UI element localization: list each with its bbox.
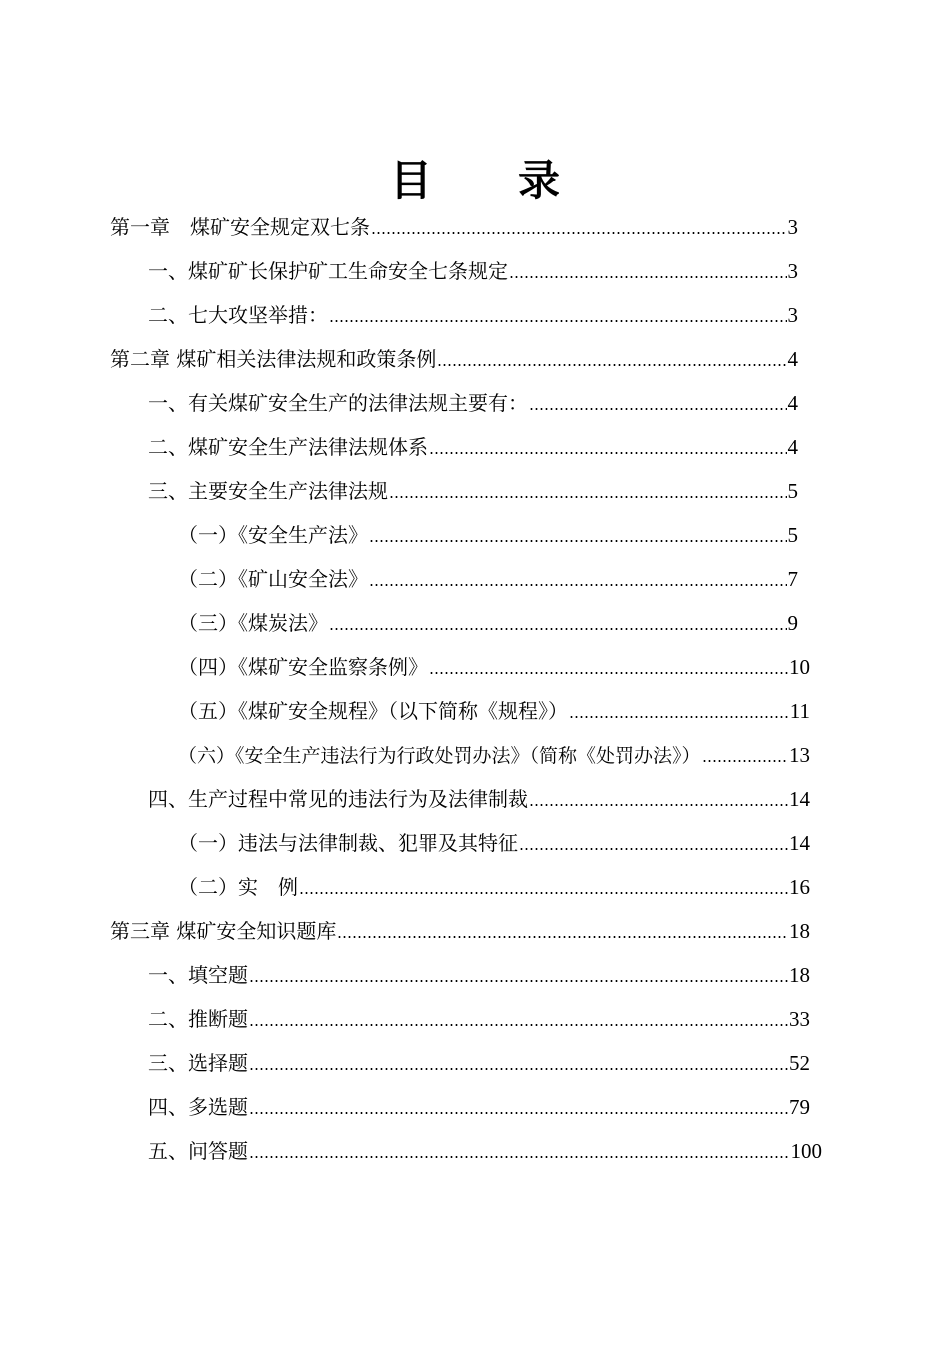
dot-leader bbox=[249, 1023, 788, 1027]
toc-entry[interactable] bbox=[148, 430, 798, 460]
toc-entry-page: 4 bbox=[787, 347, 798, 371]
toc-entry-page: 79 bbox=[789, 1095, 810, 1119]
toc-entry-label: 三、选择题 bbox=[148, 1051, 248, 1075]
toc-entry[interactable] bbox=[178, 870, 810, 900]
toc-entry-page: 52 bbox=[789, 1051, 810, 1075]
dot-leader bbox=[337, 935, 788, 939]
toc-entry[interactable] bbox=[110, 914, 810, 944]
toc-entry-label: 二、七大攻坚举措： bbox=[148, 303, 328, 327]
dot-leader bbox=[249, 1067, 788, 1071]
toc-entry-label: 第三章 煤矿安全知识题库 bbox=[110, 919, 337, 943]
toc-entry[interactable] bbox=[148, 958, 810, 988]
dot-leader bbox=[329, 627, 787, 631]
toc-entry-page: 9 bbox=[787, 611, 798, 635]
dot-leader bbox=[429, 671, 788, 675]
toc-entry-page: 18 bbox=[789, 963, 810, 987]
toc-entry-label: 二、推断题 bbox=[148, 1007, 248, 1031]
toc-entry-page: 7 bbox=[787, 567, 798, 591]
toc-entry-label: （五）《煤矿安全规程》（以下简称《规程》） bbox=[178, 699, 568, 723]
toc-entry-page: 4 bbox=[787, 391, 798, 415]
dot-leader bbox=[369, 539, 787, 543]
page-title bbox=[0, 148, 950, 208]
toc-entry-label: （一）《安全生产法》 bbox=[178, 523, 368, 547]
toc-entry[interactable] bbox=[110, 342, 798, 372]
toc-entry[interactable] bbox=[178, 518, 798, 548]
dot-leader bbox=[299, 891, 788, 895]
toc-entry-label: 第二章 煤矿相关法律法规和政策条例 bbox=[110, 347, 437, 371]
toc-entry[interactable] bbox=[148, 254, 798, 284]
toc-entry[interactable] bbox=[148, 1046, 810, 1076]
toc-entry-page: 100 bbox=[790, 1139, 822, 1163]
dot-leader bbox=[519, 847, 788, 851]
toc-entry[interactable] bbox=[110, 210, 798, 240]
toc-entry-label: （二）实 例 bbox=[178, 875, 298, 899]
toc-entry-label: 一、煤矿矿长保护矿工生命安全七条规定 bbox=[148, 259, 508, 283]
toc-entry-page: 16 bbox=[789, 875, 810, 899]
toc-entry-label: 一、有关煤矿安全生产的法律法规主要有： bbox=[148, 391, 528, 415]
dot-leader bbox=[509, 275, 787, 279]
toc-entry-page: 14 bbox=[789, 831, 810, 855]
dot-leader bbox=[702, 759, 788, 763]
dot-leader bbox=[249, 979, 788, 983]
toc-entry-page: 3 bbox=[787, 215, 798, 239]
toc-entry[interactable] bbox=[148, 782, 810, 812]
dot-leader bbox=[569, 715, 789, 719]
toc-entry[interactable] bbox=[148, 474, 798, 504]
toc-entry[interactable] bbox=[148, 1002, 810, 1032]
toc-entry[interactable] bbox=[148, 298, 798, 328]
toc-entry-label: 二、煤矿安全生产法律法规体系 bbox=[148, 435, 428, 459]
toc-entry-page: 5 bbox=[787, 523, 798, 547]
toc-entry-page: 33 bbox=[789, 1007, 810, 1031]
dot-leader bbox=[329, 319, 787, 323]
toc-entry-label: 第一章 煤矿安全规定双七条 bbox=[110, 215, 370, 239]
dot-leader bbox=[529, 803, 788, 807]
toc-entry-label: （一）违法与法律制裁、犯罪及其特征 bbox=[178, 831, 518, 855]
dot-leader bbox=[371, 231, 787, 235]
toc-entry[interactable] bbox=[178, 738, 810, 768]
toc-entry-label: （二）《矿山安全法》 bbox=[178, 567, 368, 591]
dot-leader bbox=[249, 1155, 790, 1159]
toc-entry-page: 13 bbox=[789, 743, 810, 767]
toc-entry-label: （六）《安全生产违法行为行政处罚办法》（简称《处罚办法》） bbox=[178, 745, 701, 767]
toc-entry-label: 四、生产过程中常见的违法行为及法律制裁 bbox=[148, 787, 528, 811]
toc-entry[interactable] bbox=[178, 650, 810, 680]
toc-entry-page: 10 bbox=[789, 655, 810, 679]
toc-entry-page: 5 bbox=[787, 479, 798, 503]
dot-leader bbox=[389, 495, 787, 499]
toc-entry-label: 一、填空题 bbox=[148, 963, 248, 987]
toc-entry-label: 五、问答题 bbox=[148, 1139, 248, 1163]
toc-entry-label: 四、多选题 bbox=[148, 1095, 248, 1119]
title-char-1: 目 bbox=[389, 156, 432, 205]
dot-leader bbox=[437, 363, 786, 367]
title-char-2: 录 bbox=[518, 156, 561, 205]
toc-entry-page: 4 bbox=[787, 435, 798, 459]
toc-entry-page: 3 bbox=[787, 303, 798, 327]
dot-leader bbox=[429, 451, 787, 455]
toc-entry-label: （四）《煤矿安全监察条例》 bbox=[178, 655, 428, 679]
dot-leader bbox=[369, 583, 787, 587]
toc-entry-page: 3 bbox=[787, 259, 798, 283]
toc-entry[interactable] bbox=[148, 1134, 822, 1164]
dot-leader bbox=[529, 407, 787, 411]
toc-entry[interactable] bbox=[178, 826, 810, 856]
toc-entry-page: 11 bbox=[789, 699, 810, 723]
toc-entry[interactable] bbox=[178, 694, 810, 724]
toc-entry-label: （三）《煤炭法》 bbox=[178, 611, 328, 635]
toc-entry-page: 14 bbox=[789, 787, 810, 811]
toc-entry[interactable] bbox=[148, 386, 798, 416]
toc-entry-label: 三、主要安全生产法律法规 bbox=[148, 479, 388, 503]
dot-leader bbox=[249, 1111, 788, 1115]
toc-entry[interactable] bbox=[178, 562, 798, 592]
toc-entry[interactable] bbox=[178, 606, 798, 636]
toc-entry[interactable] bbox=[148, 1090, 810, 1120]
toc-entry-page: 18 bbox=[789, 919, 810, 943]
